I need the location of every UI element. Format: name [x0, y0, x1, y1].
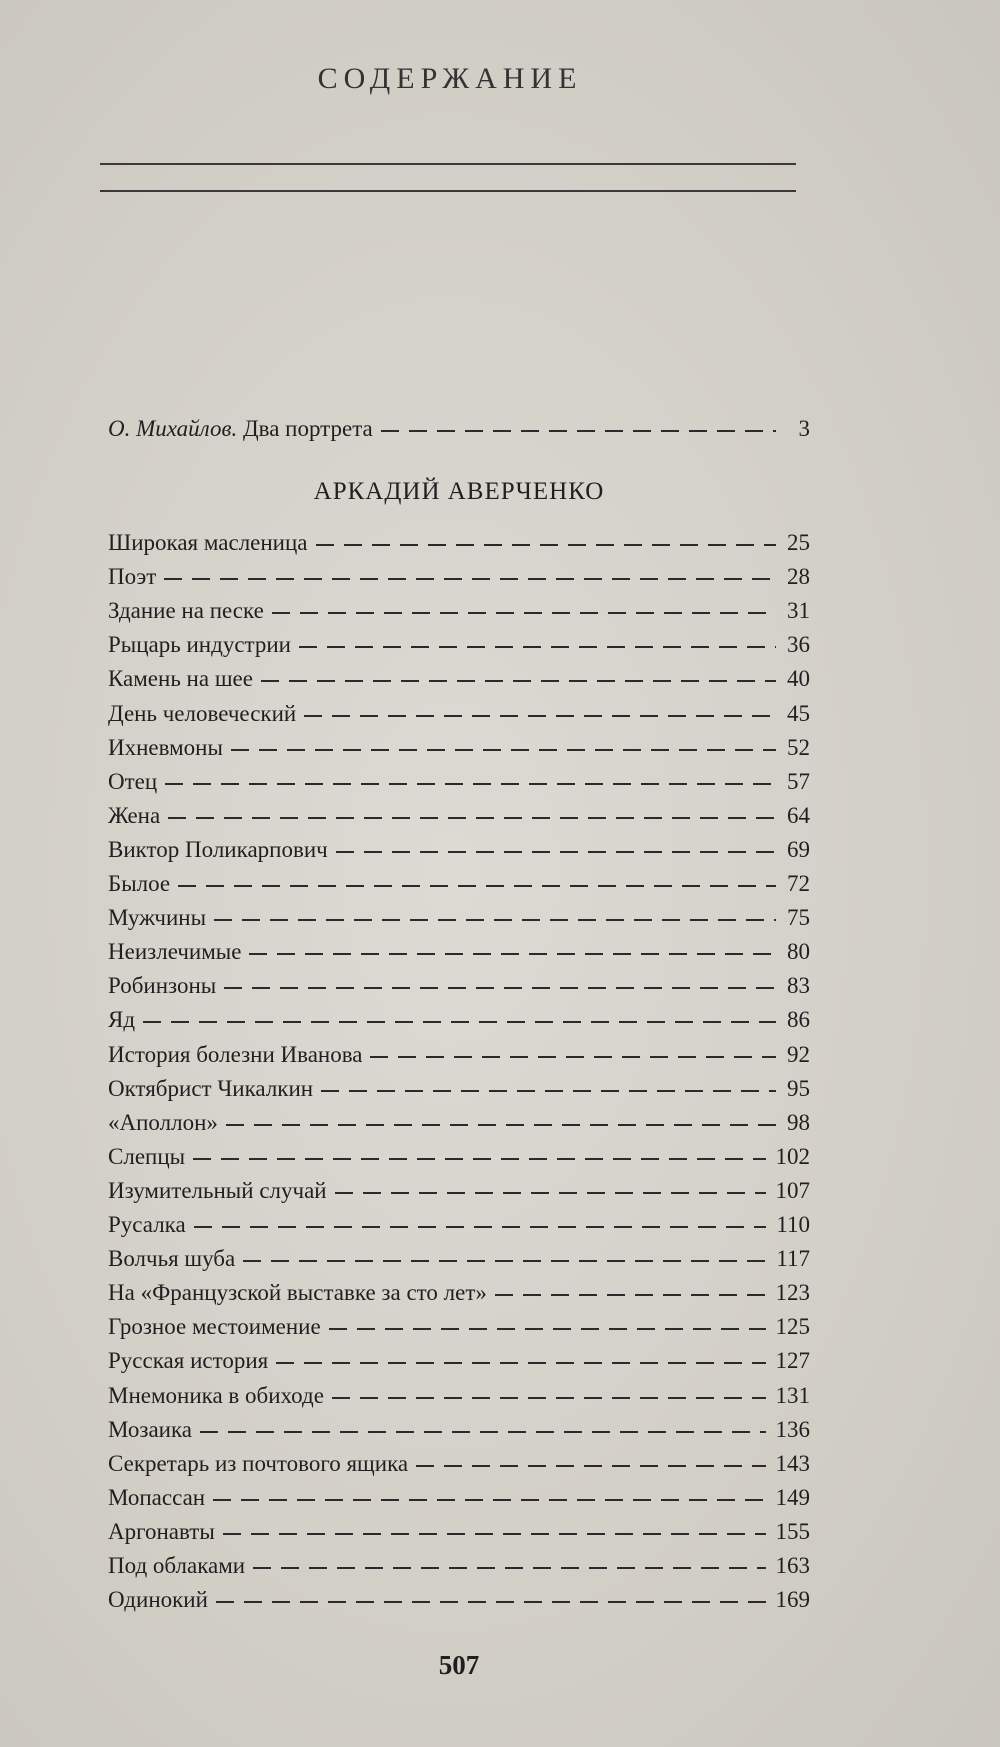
- toc-entry-page: 136: [775, 1416, 810, 1442]
- toc-entry-title: Мопассан: [108, 1484, 206, 1510]
- dot-leader: [370, 1056, 776, 1058]
- divider-bottom: [100, 190, 796, 192]
- dot-leader: [495, 1294, 766, 1296]
- dot-leader: [261, 680, 776, 682]
- page-title: СОДЕРЖАНИЕ: [317, 62, 583, 95]
- dot-leader: [223, 1533, 766, 1535]
- toc-entry: [108, 1312, 810, 1342]
- dot-leader: [143, 1021, 776, 1023]
- toc-entry-title: Мужчины: [108, 905, 207, 931]
- toc-entry-page: 95: [787, 1075, 810, 1101]
- toc-entry: [108, 1210, 810, 1240]
- toc-entry-title: Здание на песке: [108, 598, 264, 624]
- dot-leader: [164, 578, 776, 580]
- toc-entry-title: Широкая масленица: [108, 530, 308, 555]
- toc-entry-page: 125: [775, 1314, 810, 1340]
- toc-entry: [108, 528, 810, 558]
- toc-entry-title: Яд: [108, 1007, 136, 1033]
- toc-entry-page: 155: [775, 1518, 810, 1544]
- toc-entry-page: 36: [787, 632, 810, 658]
- intro-title: Два портрета: [242, 416, 373, 441]
- toc-entry-title: Секретарь из почтового ящика: [108, 1450, 409, 1476]
- section-title: АРКАДИЙ АВЕРЧЕНКО: [313, 478, 605, 505]
- toc-entry: [108, 1551, 810, 1581]
- toc-entry: [108, 1142, 810, 1172]
- dot-leader: [193, 1158, 765, 1160]
- toc-entry-title: Мнемоника в обиходе: [108, 1382, 324, 1408]
- toc-entry-title: День человеческий: [108, 700, 297, 726]
- toc-entry-title: Грозное местоимение: [108, 1314, 321, 1340]
- toc-entry-title: Рыцарь индустрии: [108, 632, 291, 658]
- toc-entry-page: 98: [787, 1109, 810, 1135]
- dot-leader: [329, 1328, 766, 1330]
- toc-entry-title: Былое: [108, 871, 171, 896]
- toc-entry-page: 163: [775, 1553, 810, 1578]
- dot-leader: [335, 1192, 766, 1194]
- page-number: 507: [438, 1650, 480, 1680]
- dot-leader: [304, 715, 776, 717]
- toc-entry-title: Робинзоны: [108, 973, 217, 999]
- toc-entry: [108, 1346, 810, 1376]
- toc-entry-title: Мозаика: [108, 1416, 193, 1442]
- toc-entry-title: Октябрист Чикалкин: [108, 1075, 314, 1101]
- toc-entry: [108, 1449, 810, 1479]
- toc-entry: [108, 835, 810, 865]
- intro-text: [108, 414, 381, 444]
- toc-entry-page: 57: [787, 768, 810, 794]
- dot-leader: [249, 953, 776, 955]
- toc-entry-title: «Аполлон»: [108, 1109, 218, 1135]
- toc-entry-page: 117: [776, 1246, 810, 1272]
- toc-entry-page: 40: [787, 666, 810, 692]
- toc-entry-page: 102: [775, 1143, 810, 1169]
- toc-entry: [108, 596, 810, 626]
- dot-leader: [276, 1362, 765, 1364]
- dot-leader: [316, 544, 776, 546]
- toc-entry-page: 69: [787, 836, 810, 862]
- toc-entry-page: 83: [787, 973, 810, 999]
- toc-entry: [108, 1244, 810, 1274]
- toc-entry-title: Аргонавты: [108, 1518, 215, 1544]
- toc-entry: [108, 937, 810, 967]
- dot-leader: [321, 1090, 776, 1092]
- toc-entry-page: 31: [787, 598, 810, 624]
- toc-entry-title: Русская история: [108, 1348, 269, 1374]
- toc-entry-page: 45: [787, 700, 810, 726]
- toc-entry-title: Под облаками: [108, 1553, 246, 1578]
- toc-entry: [108, 699, 810, 729]
- dot-leader: [253, 1567, 765, 1569]
- toc-entry-page: 28: [787, 564, 810, 590]
- toc-entry-title: Неизлечимые: [108, 939, 242, 965]
- dot-leader: [336, 851, 776, 853]
- toc-entry: [108, 903, 810, 933]
- toc-entry: [108, 1517, 810, 1547]
- toc-entry-title: Камень на шее: [108, 666, 253, 692]
- dot-leader: [299, 646, 776, 648]
- toc-entry: [108, 1074, 810, 1104]
- toc-entry: [108, 664, 810, 694]
- dot-leader: [200, 1431, 765, 1433]
- toc-entry: [108, 1176, 810, 1206]
- toc-entry-title: Жена: [108, 802, 161, 828]
- dot-leader: [224, 987, 776, 989]
- toc-entry-title: Виктор Поликарпович: [108, 836, 328, 862]
- toc-entry: [108, 1278, 810, 1308]
- divider-top: [100, 163, 796, 165]
- dot-leader: [178, 885, 776, 887]
- toc-entry: [108, 733, 810, 763]
- dot-leader: [216, 1601, 766, 1603]
- toc-entry-title: Изумительный случай: [108, 1177, 327, 1203]
- toc-entry-page: 92: [787, 1041, 810, 1067]
- toc-entry-title: Поэт: [108, 564, 157, 590]
- dot-leader: [194, 1226, 767, 1228]
- dot-leader: [165, 783, 776, 785]
- dot-leader: [272, 612, 776, 614]
- toc-entry: [108, 1415, 810, 1445]
- toc-entry-page: 80: [787, 939, 810, 965]
- dot-leader: [214, 919, 776, 921]
- toc-entry-title: Русалка: [108, 1212, 186, 1237]
- toc-entry: [108, 1483, 810, 1513]
- dot-leader: [381, 430, 776, 432]
- toc-entry-title: Ихневмоны: [108, 734, 223, 760]
- toc-entry-page: 149: [775, 1484, 810, 1510]
- toc-entry-title: Отец: [108, 768, 158, 794]
- dot-leader: [243, 1260, 766, 1262]
- toc-entry: [108, 1005, 810, 1035]
- toc-entry: [108, 1108, 810, 1138]
- intro-entry: [108, 414, 810, 444]
- toc-entry: [108, 630, 810, 660]
- toc-entry-page: 123: [775, 1280, 810, 1306]
- dot-leader: [332, 1397, 766, 1399]
- toc-entry-page: 169: [775, 1587, 810, 1613]
- toc-entry-page: 25: [787, 530, 810, 555]
- toc-entry: [108, 971, 810, 1001]
- dot-leader: [213, 1499, 765, 1501]
- toc-entry: [108, 1381, 810, 1411]
- toc-entry: [108, 562, 810, 592]
- dot-leader: [168, 817, 776, 819]
- toc-entry: [108, 869, 810, 899]
- toc-entry-title: На «Французской выставке за сто лет»: [108, 1280, 487, 1306]
- toc-entry-page: 110: [776, 1212, 810, 1237]
- toc-entry: [108, 1585, 810, 1615]
- toc-entry-title: Одинокий: [108, 1587, 208, 1613]
- toc-entry-title: Слепцы: [108, 1143, 186, 1169]
- toc-entry-page: 75: [787, 905, 810, 931]
- intro-author: О. Михайлов.: [108, 416, 238, 441]
- toc-entry: [108, 767, 810, 797]
- toc-entry-page: 52: [787, 734, 810, 760]
- toc-entry-page: 64: [787, 802, 810, 828]
- toc-entry: [108, 801, 810, 831]
- toc-entry-title: История болезни Иванова: [108, 1041, 363, 1067]
- toc-entry-page: 86: [787, 1007, 810, 1033]
- dot-leader: [416, 1465, 765, 1467]
- toc-entry-page: 127: [775, 1348, 810, 1374]
- dot-leader: [231, 749, 776, 751]
- toc-entry: [108, 1040, 810, 1070]
- intro-page: 3: [798, 416, 810, 441]
- toc-entry-page: 143: [775, 1450, 810, 1476]
- dot-leader: [226, 1124, 776, 1126]
- toc-entry-page: 107: [775, 1177, 810, 1203]
- toc-entry-page: 131: [775, 1382, 810, 1408]
- toc-entry-title: Волчья шуба: [108, 1246, 236, 1272]
- toc-entry-page: 72: [787, 871, 810, 896]
